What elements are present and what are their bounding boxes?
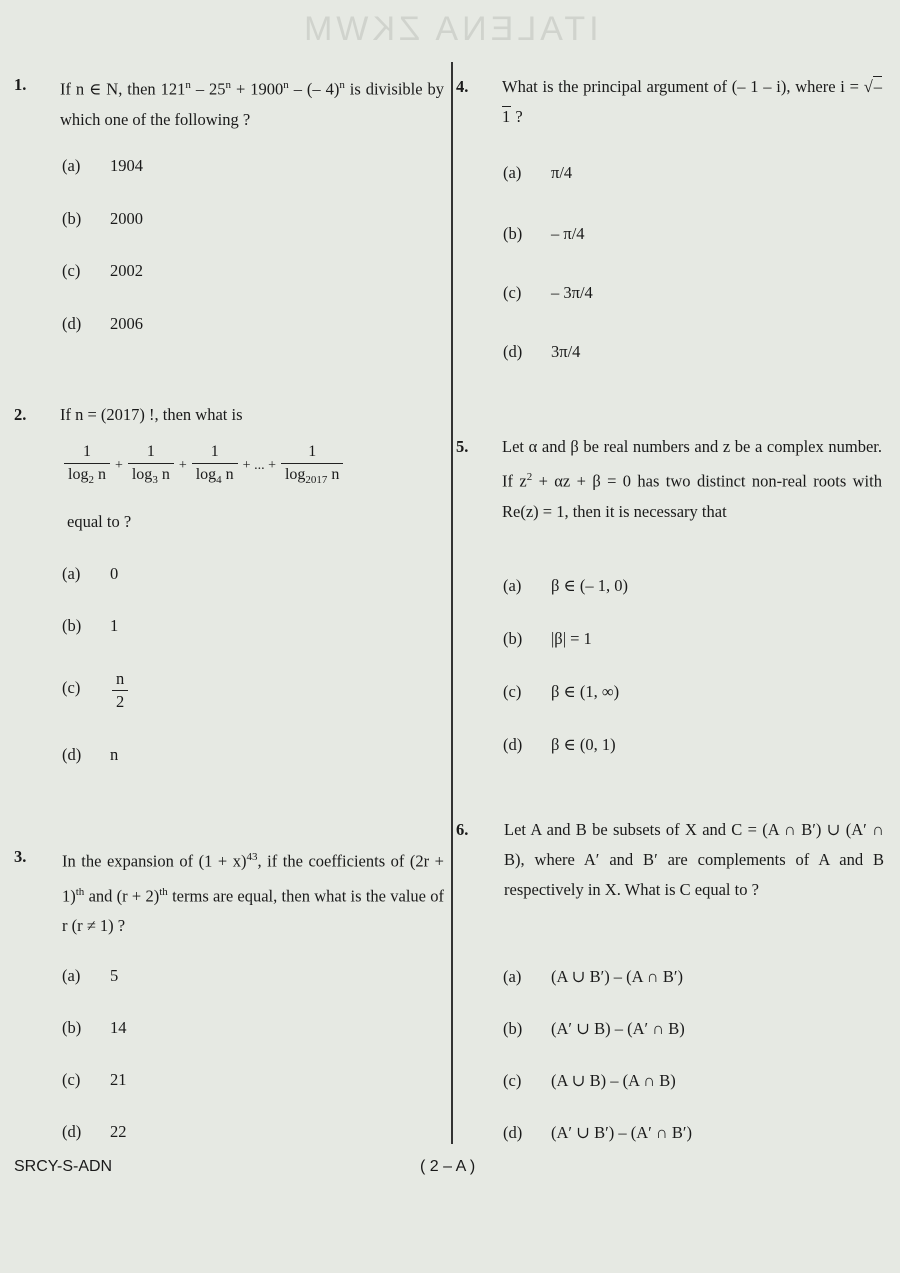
question-tail: equal to ?	[67, 512, 132, 531]
question-number: 4.	[456, 77, 469, 96]
question-stem: If n ∈ N, then $121^n - 25^n + 1900^n$ – (– 4)$^n$ is divisible by which one of the following ?	[60, 79, 445, 129]
question-stem: What is the principal argument of (– 1 – i), where i = √– 1 ?	[502, 77, 882, 126]
question-number: 3.	[14, 847, 27, 866]
question-number: 2.	[14, 405, 27, 424]
fraction: $\frac{1}{\log_2 n}$	[64, 441, 110, 491]
fraction: $\frac{1}{\log_4 n}$	[192, 441, 238, 491]
question-number: 6.	[456, 820, 469, 839]
column-divider	[451, 62, 453, 1144]
question-stem: If n = (2017) !, then what is	[60, 405, 243, 424]
question-stem: In the expansion of $(1 + x)^{43}$, if the coefficients of $(2r + 1)^{th}$ and $(r + 2)^{th}$ terms are equal, then what is the value of r (r ≠ 1) ?	[62, 851, 444, 935]
page-number: ( 2 – A )	[420, 1158, 476, 1175]
question-number: 1.	[14, 75, 27, 94]
fraction: $\frac{n}{2}$	[112, 668, 128, 713]
fraction: $\frac{1}{\log_3 n}$	[128, 441, 174, 491]
fraction: $\frac{1}{\log_{2017} n}$	[281, 441, 343, 491]
bleed-through-text: ITALENA ZKWM	[300, 10, 599, 48]
question-number: 5.	[456, 437, 469, 456]
log-sum-expression: $\frac{1}{\log_2 n}$ + $\frac{1}{\log_3 n}$ + $\frac{1}{\log_4 n}$ + ... + $\frac{1}{\log_{2017} n}$	[62, 441, 345, 491]
paper-code: SRCY-S-ADN	[14, 1158, 113, 1175]
question-stem: Let α and β be real numbers and z be a complex number. If $z^2 + \alpha z + \beta = 0$ has two distinct non-real roots with Re(z) = 1, then it is necessary that	[502, 437, 882, 521]
exam-page: ITALENA ZKWM 1. If n ∈ N, then $121^n - 25^n + 1900^n$ – (– 4)$^n$ is divisible by which one of the following ? (a) 1904 (b) 2000 (c) 2002 (d) 2006 2. If n = (2017) !, then what is $\frac{1}{\log_2 n}$ + $\frac{1}{\log_3 n}$ + $\frac{1}{\log_4 n}$ + ... + $\frac{1}{\log_{2017} n}$ equal to ? (a) 0 (b) 1 (c) $\frac{n}{2}$ (d) n 3. In the expansion of $(1 + x)^{43}$, if the coefficients of $(2r + 1)^{th}$ and $(r + 2)^{th}$ terms are equal, then what is the value of r (r ≠ 1) ? (a) 5 (b) 14 (c) 21 (d) 22 4. What is the principal argument of (– 1 – i), where i = √– 1 ? (a) π/4 (b) – π/4 (c) – 3π/4 (d) 3π/4 5. Let α and β be real numbers and z be a complex number. If $z^2 + \alpha z + \beta = 0$ has two distinct non-real roots with Re(z) = 1, then it is necessary that (a) β ∈ (– 1, 0) (b) |β| = 1 (c) β ∈ (1, ∞) (d) β ∈ (0, 1) 6. Let A and B be subsets of X and C = (A ∩ B′) ∪ (A′ ∩ B), where A′ and B′ are complements of A and B respectively in X. What is C equal to ? (a) (A ∪ B′) – (A ∩ B′) (b) (A′ ∪ B) – (A′ ∩ B) (c) (A ∪ B) – (A ∩ B) (d) (A′ ∪ B′) – (A′ ∩ B′) SRCY-S-ADN ( 2 – A )	[14, 10, 884, 1175]
question-stem: Let A and B be subsets of X and C = (A ∩ B′) ∪ (A′ ∩ B), where A′ and B′ are complements of A and B respectively in X. What is C equal to ?	[504, 820, 884, 899]
